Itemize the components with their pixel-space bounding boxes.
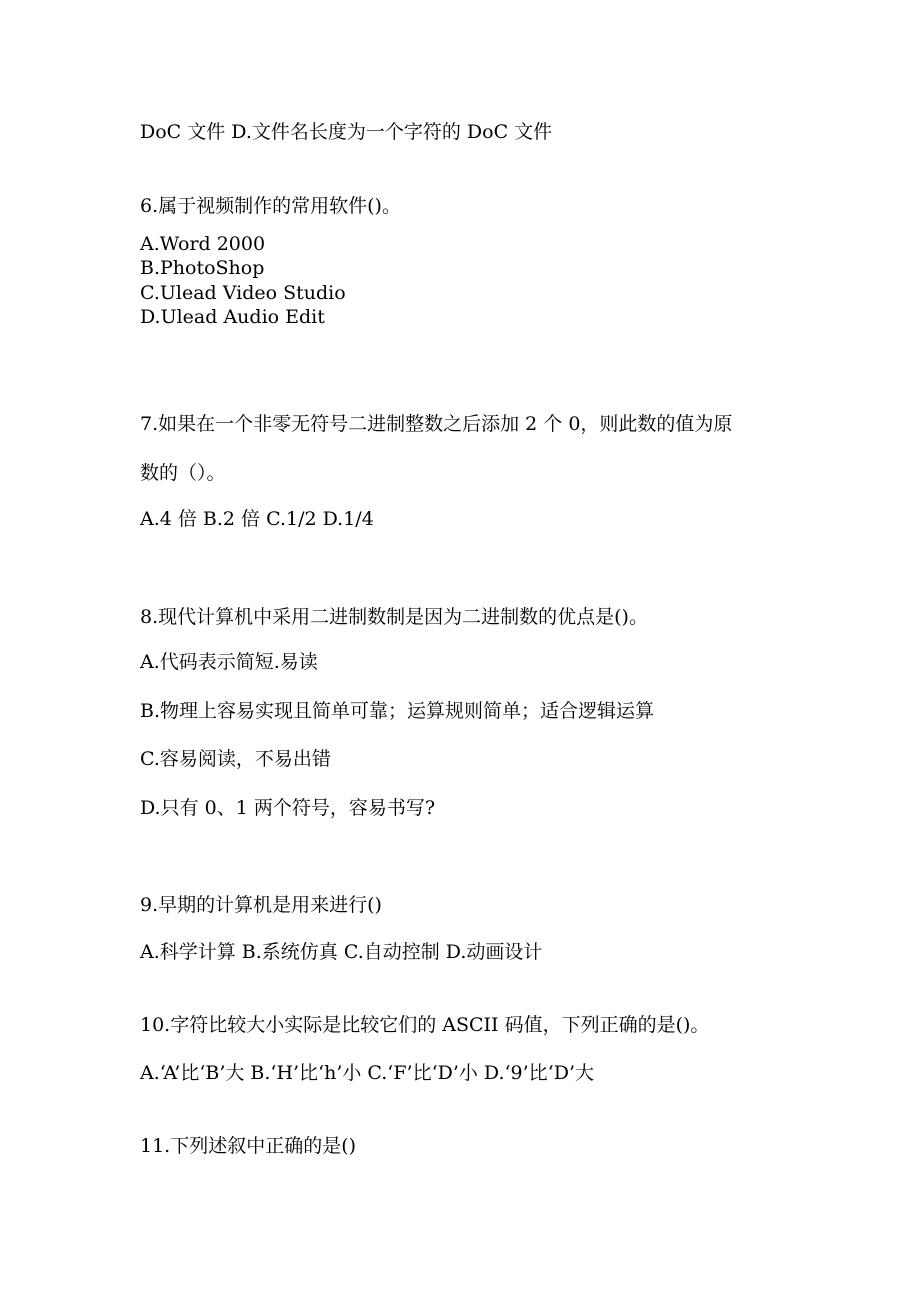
question-6-option-a: A.Word 2000 (140, 233, 266, 255)
question-10-options: A.‘A’比‘B’大 B.‘H’比‘h’小 C.‘F’比‘D’小 D.‘9’比‘D’大 (140, 1062, 594, 1084)
question-6-option-b: B.PhotoShop (140, 257, 265, 279)
question-11-stem: 11.下列述叙中正确的是() (140, 1135, 357, 1157)
question-10-stem: 10.字符比较大小实际是比较它们的 ASCII 码值，下列正确的是()。 (140, 1014, 710, 1036)
question-9-options: A.科学计算 B.系统仿真 C.自动控制 D.动画设计 (140, 941, 543, 963)
question-8-option-c: C.容易阅读，不易出错 (140, 748, 331, 770)
question-9-stem: 9.早期的计算机是用来进行() (140, 894, 382, 916)
question-8-stem: 8.现代计算机中采用二进制数制是因为二进制数的优点是()。 (140, 606, 648, 628)
question-7-options: A.4 倍 B.2 倍 C.1/2 D.1/4 (140, 508, 374, 530)
question-6-option-c: C.Ulead Video Studio (140, 282, 346, 304)
question-6-stem: 6.属于视频制作的常用软件()。 (140, 195, 401, 217)
question-8-option-d: D.只有 0、1 两个符号，容易书写? (140, 797, 436, 819)
fragment-text: DoC 文件 D.文件名长度为一个字符的 DoC 文件 (140, 121, 553, 143)
question-7-stem-line2: 数的（）。 (140, 462, 226, 484)
question-6-option-d: D.Ulead Audio Edit (140, 306, 325, 328)
question-8-option-b: B.物理上容易实现且简单可靠；运算规则简单；适合逻辑运算 (140, 700, 655, 722)
question-8-option-a: A.代码表示简短.易读 (140, 651, 318, 673)
question-7-stem-line1: 7.如果在一个非零无符号二进制整数之后添加 2 个 0，则此数的值为原 (140, 413, 733, 435)
